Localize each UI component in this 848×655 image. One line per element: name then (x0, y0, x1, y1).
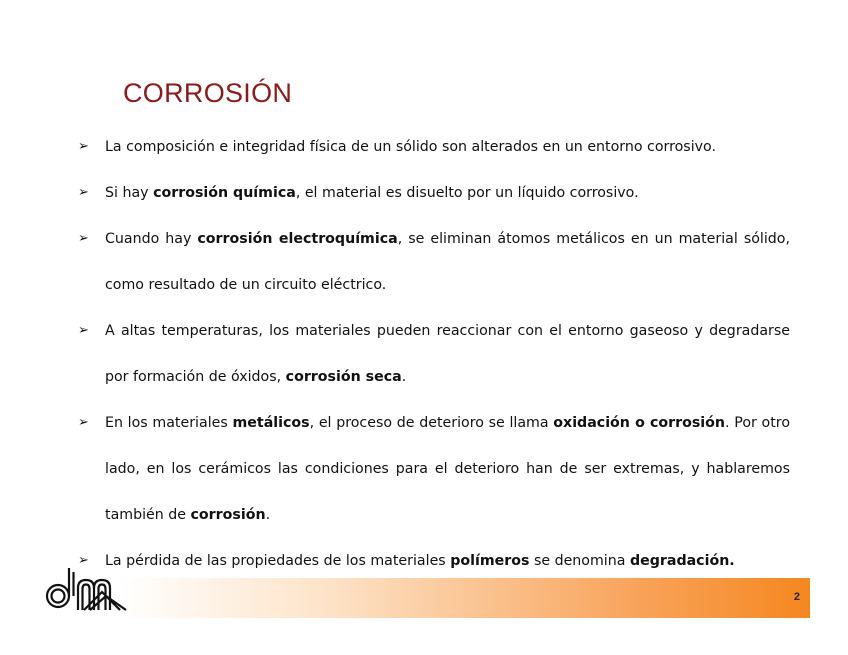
slide-title: CORROSIÓN (123, 78, 293, 108)
dm-logo (44, 562, 134, 614)
bullet-text: Cuando hay corrosión electroquímica, se eliminan átomos metálicos en un material sólido, como resultado de un circuito eléctrico. (105, 231, 790, 293)
footer-bar (120, 578, 810, 618)
bullet-text: A altas temperaturas, los materiales pueden reaccionar con el entorno gaseoso y degradarse por formación de óxidos, corrosión seca. (105, 323, 790, 385)
bullet-list (78, 124, 791, 569)
arrow-bullet-icon: ➢ (78, 139, 89, 154)
arrow-bullet-icon: ➢ (78, 231, 89, 246)
page-number: 2 (793, 591, 800, 603)
bullet-item (78, 216, 790, 308)
arrow-bullet-icon: ➢ (78, 415, 89, 430)
bullet-item (78, 400, 790, 538)
bullet-text: Si hay corrosión química, el material es disuelto por un líquido corrosivo. (105, 185, 639, 201)
bullet-text: En los materiales metálicos, el proceso de deterioro se llama oxidación o corrosión. Por otro lado, en los cerámicos las condiciones para el deterioro han de ser extremas, y hablaremos también de corrosión. (105, 415, 791, 523)
bullet-item (78, 124, 790, 170)
arrow-bullet-icon: ➢ (78, 185, 89, 200)
bullet-text: La pérdida de las propiedades de los materiales polímeros se denomina degradación. (105, 553, 735, 569)
arrow-bullet-icon: ➢ (78, 553, 89, 568)
bullet-item (78, 308, 790, 400)
arrow-bullet-icon: ➢ (78, 323, 89, 338)
bullet-item (78, 170, 790, 216)
bullet-text: La composición e integridad física de un sólido son alterados en un entorno corrosivo. (105, 139, 716, 155)
